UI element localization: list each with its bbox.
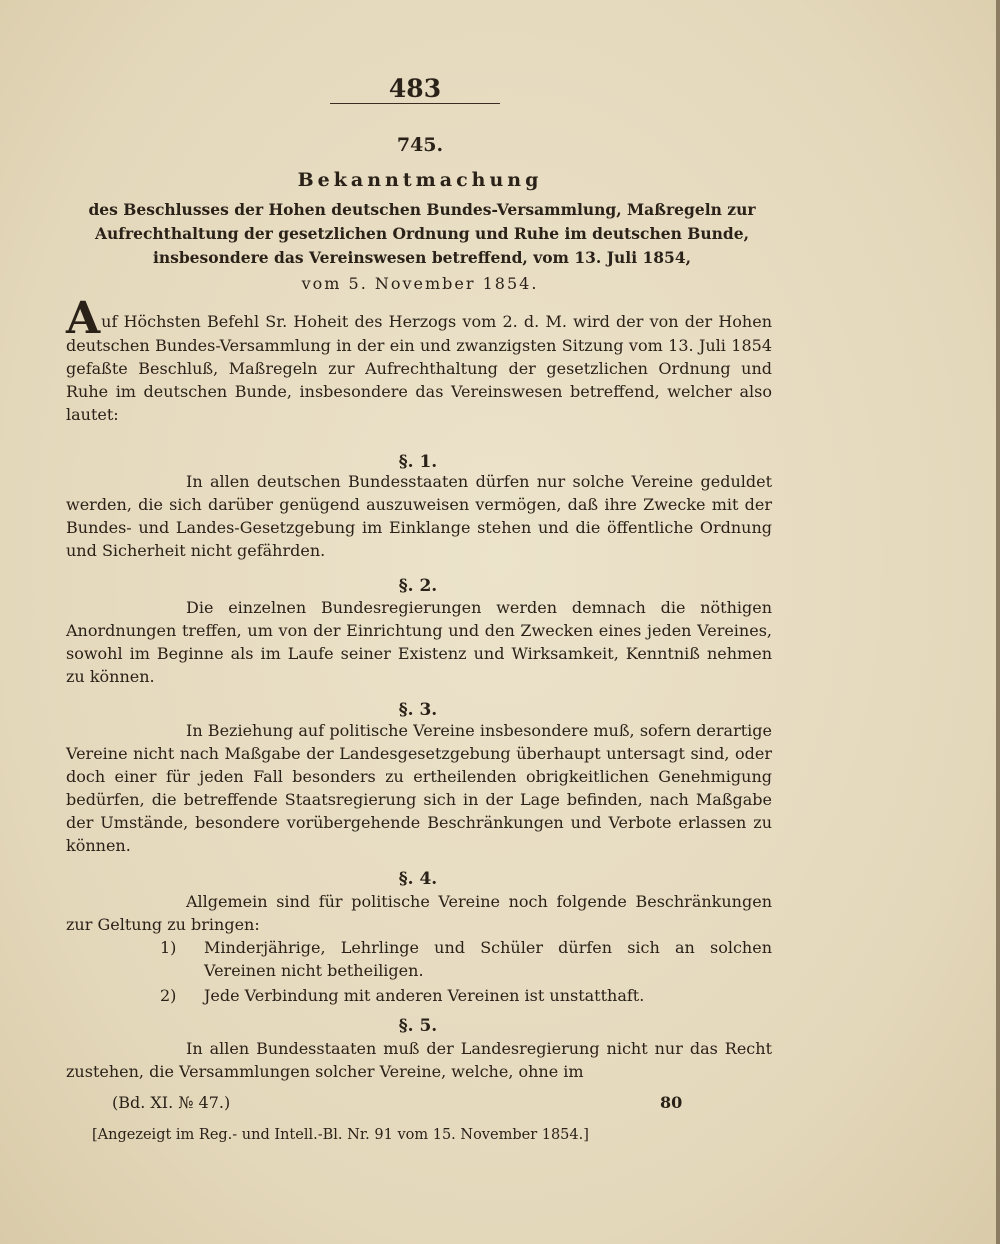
footer-volume: (Bd. XI. № 47.) bbox=[112, 1093, 231, 1112]
section-heading: §. 5. bbox=[398, 1016, 438, 1036]
section-heading: §. 3. bbox=[398, 700, 438, 720]
document-number: 745. bbox=[396, 134, 444, 156]
section-text: Allgemein sind für politische Vereine noch folgende Beschränkungen zur Geltung zu bringen: bbox=[66, 892, 772, 934]
list-item-number: 1) bbox=[160, 938, 177, 957]
section-text: In allen deutschen Bundesstaaten dürfen nur solche Vereine geduldet werden, die sich darüber genügend auszuweisen vermögen, daß ihre Zwecke mit der Bundes- und Landes-Gesetzgebung im Einklange stehen und die öffentliche Ordnung und Sicherheit nicht gefährden. bbox=[66, 472, 772, 560]
document-subtitle bbox=[62, 198, 782, 270]
list-item-text: Minderjährige, Lehrlinge und Schüler dürfen sich an solchen Vereinen nicht betheiligen. bbox=[204, 938, 772, 980]
section-text: In allen Bundesstaaten muß der Landesregierung nicht nur das Recht zustehen, die Versammlungen solcher Vereine, welche, ohne im bbox=[66, 1039, 772, 1081]
section-heading: §. 1. bbox=[398, 452, 438, 472]
document-title: Bekanntmachung bbox=[297, 169, 543, 191]
section-heading: §. 4. bbox=[398, 869, 438, 889]
drop-cap: A bbox=[66, 293, 101, 344]
document-date: vom 5. November 1854. bbox=[301, 274, 539, 293]
intro-paragraph bbox=[66, 293, 772, 426]
footer-sheet-number: 80 bbox=[660, 1093, 683, 1112]
section-text: In Beziehung auf politische Vereine insbesondere muß, sofern derartige Vereine nicht nach Maßgabe der Landesgesetzgebung überhaupt untersagt sind, oder doch einer für jeden Fall besonders zu ertheilenden obrigkeitlichen Genehmigung bedürfen, die betreffende Staatsregierung sich in der Lage befinden, nach Maßgabe der Umstände, besondere vorübergehende Beschränkungen und Verbote erlassen zu können. bbox=[66, 721, 772, 855]
section-heading: §. 2. bbox=[398, 576, 438, 596]
subtitle-line: Aufrechthaltung der gesetzlichen Ordnung und Ruhe im deutschen Bunde, bbox=[94, 224, 750, 243]
page-number: 483 bbox=[388, 74, 442, 103]
section-text: Die einzelnen Bundesregierungen werden demnach die nöthigen Anordnungen treffen, um von der Einrichtung und den Zwecken eines jeden Vereines, sowohl im Beginne als im Laufe seiner Existenz und Wirksamkeit, Kenntniß nehmen zu können. bbox=[66, 598, 772, 686]
page-edge bbox=[996, 0, 1000, 1244]
footer-note: [Angezeigt im Reg.- und Intell.-Bl. Nr. 91 vom 15. November 1854.] bbox=[92, 1127, 589, 1143]
subtitle-line: insbesondere das Vereinswesen betreffend, vom 13. Juli 1854, bbox=[152, 248, 692, 267]
page-number-rule bbox=[330, 103, 500, 104]
list-item-text: Jede Verbindung mit anderen Vereinen ist unstatthaft. bbox=[204, 986, 645, 1005]
list-item-number: 2) bbox=[160, 986, 177, 1005]
intro-text: uf Höchsten Befehl Sr. Hoheit des Herzogs vom 2. d. M. wird der von der Hohen deutschen Bundes-Versammlung in der ein und zwanzigsten Sitzung vom 13. Juli 1854 gefaßte Beschluß, Maßregeln zur Aufrechthaltung der gesetzlichen Ordnung und Ruhe im deutschen Bunde, insbesondere das Vereinswesen betreffend, welcher also lautet: bbox=[66, 312, 772, 424]
subtitle-line: des Beschlusses der Hohen deutschen Bundes-Versammlung, Maßregeln zur bbox=[88, 200, 756, 219]
